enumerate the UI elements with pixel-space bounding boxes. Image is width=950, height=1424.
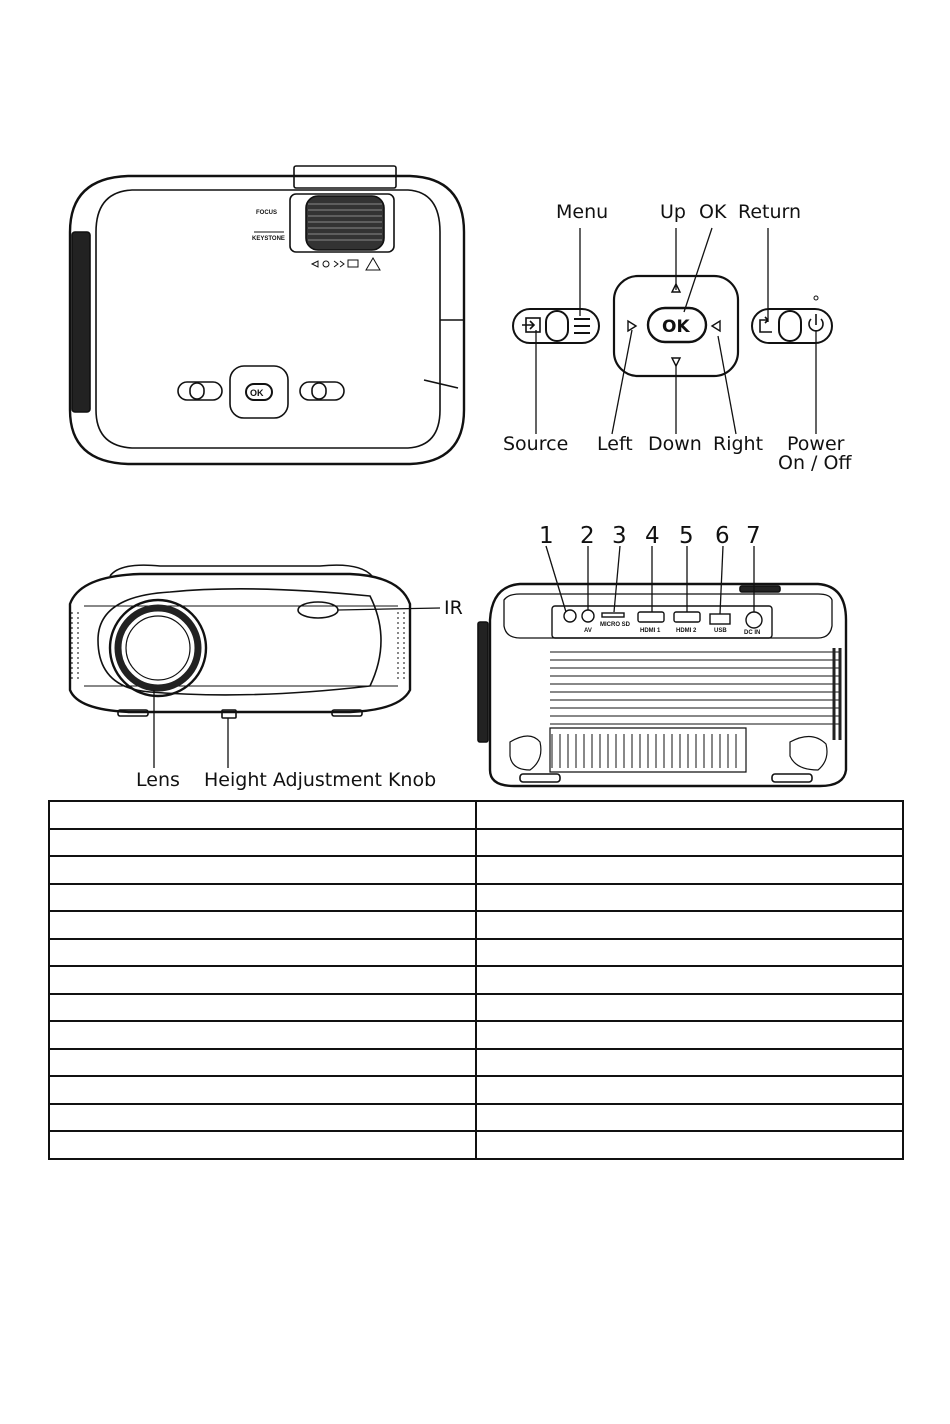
- table-row: [49, 994, 903, 1022]
- table-cell-left: [49, 994, 476, 1022]
- port-labels: [584, 622, 760, 636]
- height-knob-label: Height Adjustment Knob: [204, 769, 437, 791]
- up-label: Up: [660, 201, 686, 223]
- front-view-projector: [70, 565, 463, 791]
- port-av[interactable]: [582, 610, 594, 622]
- return-icon: [760, 317, 772, 332]
- return-label: Return: [738, 201, 802, 223]
- table-cell-left: [49, 856, 476, 884]
- port-label-usb: USB: [714, 628, 727, 634]
- port-label-dc-in: DC IN: [744, 630, 761, 636]
- specification-table-body: [49, 801, 903, 1159]
- port-number-1: 1: [539, 523, 554, 549]
- table-cell-right: [476, 966, 903, 994]
- table-row: [49, 911, 903, 939]
- port-dc-in[interactable]: [746, 612, 762, 628]
- table-row: [49, 829, 903, 857]
- power-label-line2: On / Off: [778, 452, 852, 474]
- port-label-hdmi-2: HDMI 2: [676, 628, 697, 634]
- table-cell-right: [476, 1104, 903, 1132]
- table-row: [49, 1076, 903, 1104]
- table-row: [49, 856, 903, 884]
- ir-label: IR: [444, 597, 463, 619]
- menu-icon: [574, 319, 590, 333]
- rear-view-projector: [478, 523, 846, 786]
- table-row: [49, 939, 903, 967]
- table-cell-left: [49, 966, 476, 994]
- power-icon: [809, 314, 823, 331]
- table-row: [49, 1049, 903, 1077]
- keystone-label: KEYSTONE: [252, 236, 285, 242]
- control-panel-closeup: [503, 201, 852, 474]
- ok-label: OK: [699, 201, 727, 223]
- right-label: Right: [713, 433, 764, 455]
- ok-button-text: OK: [662, 317, 690, 337]
- source-icon: [522, 318, 540, 332]
- lens-label: Lens: [136, 769, 180, 791]
- port-label-av: AV: [584, 628, 592, 634]
- table-cell-left: [49, 829, 476, 857]
- rear-ports: [564, 610, 762, 628]
- table-cell-right: [476, 1076, 903, 1104]
- port-number-6: 6: [715, 523, 730, 549]
- specification-table: [48, 800, 904, 1160]
- table-cell-left: [49, 1131, 476, 1159]
- table-cell-right: [476, 939, 903, 967]
- port-leader-lines: [546, 546, 754, 614]
- port-micro-sd[interactable]: [602, 613, 624, 617]
- ir-sensor: [298, 602, 338, 618]
- left-label: Left: [597, 433, 633, 455]
- ok-button[interactable]: [648, 308, 706, 342]
- rear-vent-grille: [550, 648, 840, 772]
- table-cell-left: [49, 939, 476, 967]
- table-cell-right: [476, 801, 903, 829]
- port-label-micro-sd: MICRO SD: [600, 622, 630, 628]
- table-row: [49, 1104, 903, 1132]
- table-row: [49, 801, 903, 829]
- table-cell-right: [476, 911, 903, 939]
- port-hdmi-2[interactable]: [674, 612, 700, 622]
- focus-dial[interactable]: [306, 196, 384, 250]
- port-usb[interactable]: [710, 614, 730, 624]
- top-view-control-panel: [178, 366, 344, 418]
- lens: [110, 600, 206, 696]
- table-cell-left: [49, 801, 476, 829]
- port-hdmi-1[interactable]: [638, 612, 664, 622]
- status-icons: [312, 258, 380, 270]
- focus-label: FOCUS: [256, 210, 277, 216]
- table-cell-right: [476, 1049, 903, 1077]
- table-cell-left: [49, 1104, 476, 1132]
- table-cell-right: [476, 1021, 903, 1049]
- table-cell-left: [49, 1021, 476, 1049]
- port-label-hdmi-1: HDMI 1: [640, 628, 661, 634]
- return-power-rocker[interactable]: [752, 309, 832, 343]
- table-cell-right: [476, 994, 903, 1022]
- power-label-line1: Power: [787, 433, 845, 455]
- power-indicator-led: [814, 296, 818, 300]
- port-number-2: 2: [580, 523, 595, 549]
- port-number-5: 5: [679, 523, 694, 549]
- table-cell-left: [49, 1076, 476, 1104]
- right-arrow-icon[interactable]: [712, 321, 720, 331]
- top-ok-text: OK: [250, 388, 264, 398]
- table-row: [49, 884, 903, 912]
- table-cell-right: [476, 829, 903, 857]
- down-label: Down: [648, 433, 702, 455]
- port-number-4: 4: [645, 523, 660, 549]
- left-arrow-icon[interactable]: [628, 321, 636, 331]
- menu-label: Menu: [556, 201, 609, 223]
- table-cell-right: [476, 856, 903, 884]
- table-row: [49, 966, 903, 994]
- source-label: Source: [503, 433, 569, 455]
- port-numbers: [539, 523, 761, 549]
- port-number-3: 3: [612, 523, 627, 549]
- table-cell-left: [49, 1049, 476, 1077]
- table-cell-left: [49, 884, 476, 912]
- top-view-projector: [70, 166, 464, 464]
- table-cell-left: [49, 911, 476, 939]
- port-number-7: 7: [746, 523, 761, 549]
- table-row: [49, 1021, 903, 1049]
- table-cell-right: [476, 1131, 903, 1159]
- table-row: [49, 1131, 903, 1159]
- table-cell-right: [476, 884, 903, 912]
